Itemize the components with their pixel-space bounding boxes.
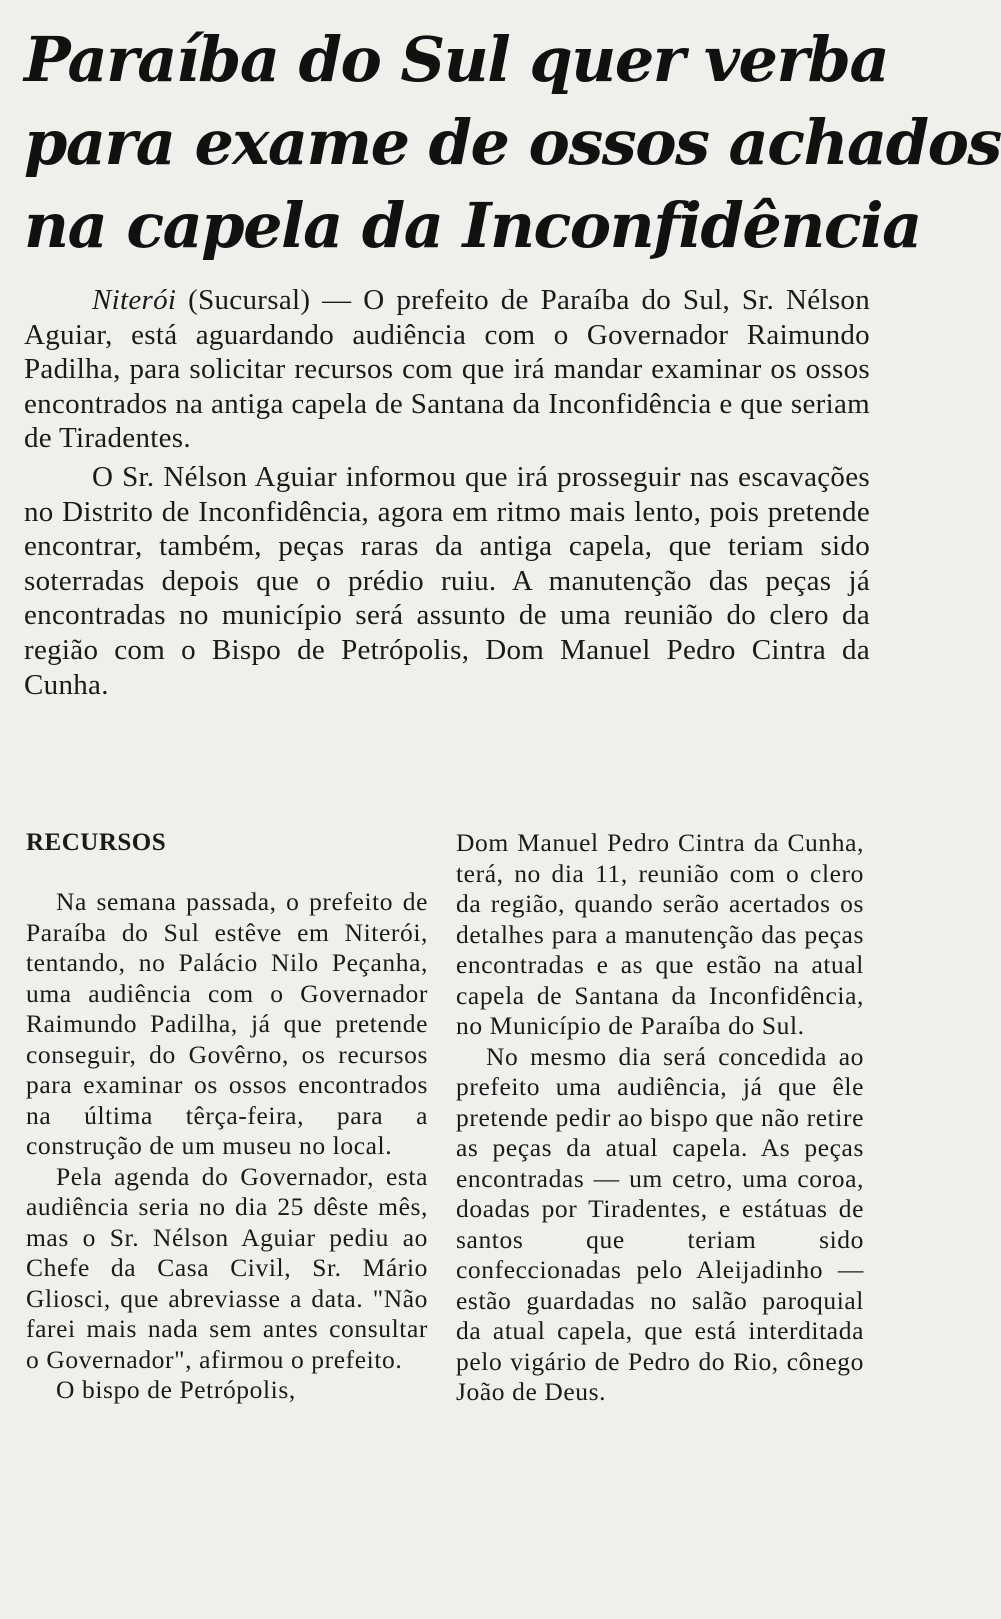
headline-line-1: Paraíba do Sul quer verba [24,23,889,96]
left-paragraph-2: Pela agenda do Governador, esta audiência seria no dia 25 dêste mês, mas o Sr. Nélson Aguiar pediu ao Chefe da Casa Civil, Sr. Mário Gliosci, que abreviasse a data. "Não farei mais nada sem antes consultar o Governador", afirmou o prefeito. [26,1161,428,1374]
column-right [456,828,864,1408]
lead-paragraph-1 [24,283,870,456]
lead-section [24,283,870,702]
left-paragraph-3: O bispo de Petrópolis, [56,1375,296,1404]
right-paragraph-2: No mesmo dia será concedida ao prefeito uma audiência, já que êle pretende pedir ao bispo que não retire as peças da atual capela. As peças encontradas — um cetro, uma coroa, doadas por Tiradentes, e estátuas de santos que teriam sido confeccionadas pelo Aleijadinho — estão guardadas no salão paroquial da atual capela, que está interditada pelo vigário de Pedro do Rio, cônego João de Deus. [456,1041,864,1406]
lead-paragraph-2: O Sr. Nélson Aguiar informou que irá prosseguir nas escavações no Distrito de Inconfidência, agora em ritmo mais lento, pois pretende encontrar, também, peças raras da antiga capela, que teriam sido soterradas depois que o prédio ruiu. A manutenção das peças já encontradas no município será assunto de uma reunião do clero da região com o Bispo de Petrópolis, Dom Manuel Pedro Cintra da Cunha. [24,460,870,701]
headline [24,18,1001,267]
headline-line-2: para exame de ossos achados [24,106,1001,179]
left-paragraph-1: Na semana passada, o prefeito de Paraíba do Sul estêve em Niterói, tentando, no Palácio Nilo Peçanha, uma audiência com o Governador Raimundo Padilha, já que pretende conseguir, do Govêrno, os recursos para examinar os ossos encontrados na última têrça-feira, para a construção de um museu no local. [26,887,428,1160]
section-subhead: RECURSOS [26,829,167,856]
column-left [26,828,428,1406]
dateline: Niterói [92,284,177,316]
headline-line-3: na capela da Inconfidência [24,189,921,262]
lead-paragraph-1-text: (Sucursal) — O prefeito de Paraíba do Sul, Sr. Nélson Aguiar, está aguardando audiência com o Governador Raimundo Padilha, para solicitar recursos com que irá mandar examinar os ossos encontrados na antiga capela de Santana da Inconfidência e que seriam de Tiradentes. [24,284,870,455]
right-paragraph-1: Dom Manuel Pedro Cintra da Cunha, terá, no dia 11, reunião com o clero da região, quando serão acertados os detalhes para a manutenção das peças encontradas e as que estão na atual capela de Santana da Inconfidência, no Município de Paraíba do Sul. [456,828,864,1040]
